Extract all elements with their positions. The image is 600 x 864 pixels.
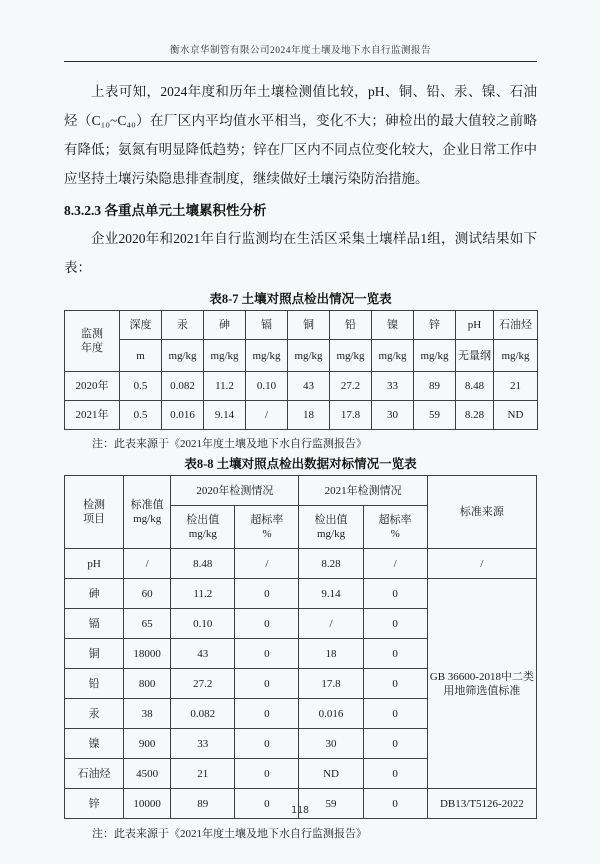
cell: 4500 [124,759,171,789]
year-cell: 2020年 [65,372,120,401]
header-label: % [390,528,400,540]
cell: / [246,401,288,430]
cell: 65 [124,609,171,639]
unit-header: mg/kg [288,340,330,372]
cell: 900 [124,729,171,759]
cell: 0 [363,579,427,609]
header-label: 超标率 [378,514,412,526]
column-header-item [65,476,124,549]
header-label: mg/kg [133,513,162,525]
cell: 59 [414,401,456,430]
unit-header: mg/kg [372,340,414,372]
cell: 11.2 [204,372,246,401]
header-label: 检测 [83,499,106,511]
table1-header-row-names [65,311,538,340]
item-cell: 石油烃 [65,759,124,789]
cell: 18000 [124,639,171,669]
item-cell: 铜 [65,639,124,669]
cell: 0 [235,669,299,699]
column-header: 镍 [372,311,414,340]
cell: 11.2 [171,579,235,609]
cell: / [235,549,299,579]
column-header: 镉 [246,311,288,340]
cell: 0.10 [171,609,235,639]
cell: 17.8 [299,669,363,699]
cell: 8.28 [299,549,363,579]
table-soil-control-point-detection [64,310,538,430]
cell: 89 [414,372,456,401]
cell: 0 [363,759,427,789]
header-label: 检出值 [186,514,220,526]
column-group-2021: 2021年检测情况 [299,476,427,506]
table2-note: 注：此表来源于《2021年度土壤及地下水自行监测报告》 [92,828,367,840]
cell: 8.48 [171,549,235,579]
column-header-exceed-2021 [363,506,427,549]
section-heading: 8.3.2.3 各重点单元土壤累积性分析 [64,203,267,218]
column-header-exceed-2020 [235,506,299,549]
cell: 0.016 [299,699,363,729]
unit-header: 无量纲 [456,340,494,372]
unit-header: m [120,340,162,372]
table-row-2020 [65,372,538,401]
table1-note: 注：此表来源于《2021年度土壤及地下水自行监测报告》 [92,438,367,450]
cell: 8.28 [456,401,494,430]
cell: 30 [372,401,414,430]
item-cell: 汞 [65,699,124,729]
row-header-label: 年度 [81,342,103,354]
cell: 38 [124,699,171,729]
table-row-ph [65,549,537,579]
column-header-detect-2021 [299,506,363,549]
unit-header: mg/kg [246,340,288,372]
table-row-arsenic [65,579,537,609]
source-cell-merged: GB 36600-2018中二类用地筛选值标准 [427,579,536,789]
column-header-standard [124,476,171,549]
unit-header: mg/kg [414,340,456,372]
column-header-source: 标准来源 [427,476,536,549]
header-label: 超标率 [250,514,284,526]
cell: 0.082 [162,372,204,401]
item-cell: 砷 [65,579,124,609]
column-header: 石油烃 [494,311,538,340]
column-header: 锌 [414,311,456,340]
table1-title: 表8-7 土壤对照点检出情况一览表 [209,292,392,306]
cell: 9.14 [299,579,363,609]
cell: 8.48 [456,372,494,401]
item-cell: 镉 [65,609,124,639]
table-row-2021 [65,401,538,430]
unit-header: mg/kg [494,340,538,372]
cell: ND [299,759,363,789]
cell: 0.016 [162,401,204,430]
item-cell: 铅 [65,669,124,699]
unit-header: mg/kg [162,340,204,372]
table2-header-row-groups [65,476,537,506]
header-label: 标准值 [130,499,164,511]
cell: 43 [171,639,235,669]
cell: 43 [288,372,330,401]
header-label: 检出值 [314,514,348,526]
cell: 0 [363,669,427,699]
cell: 0 [363,639,427,669]
cell: 27.2 [171,669,235,699]
cell: 59 [299,789,363,819]
source-cell: DB13/T5126-2022 [427,789,536,819]
column-header: pH [456,311,494,340]
item-cell: 锌 [65,789,124,819]
paragraph-sampling-info: 企业2020年和2021年自行监测均在生活区采集土壤样品1组，测试结果如下表： [64,231,537,275]
item-cell: 镍 [65,729,124,759]
column-header-detect-2020 [171,506,235,549]
column-header: 汞 [162,311,204,340]
cell: 0 [235,729,299,759]
column-header: 砷 [204,311,246,340]
cell: 60 [124,579,171,609]
table2-title: 表8-8 土壤对照点检出数据对标情况一览表 [184,457,417,471]
header-label: 项目 [83,513,106,525]
column-header [65,311,120,372]
cell: 18 [299,639,363,669]
cell: 18 [288,401,330,430]
cell: 0.10 [246,372,288,401]
header-label: mg/kg [316,528,346,540]
cell: 0 [363,789,427,819]
cell: 89 [171,789,235,819]
cell: 33 [372,372,414,401]
cell: 30 [299,729,363,759]
cell: 27.2 [330,372,372,401]
page-number: 118 [290,805,310,816]
cell: 0 [235,609,299,639]
cell: 0.082 [171,699,235,729]
cell: 0.5 [120,401,162,430]
header-label: % [262,528,272,540]
cell: / [363,549,427,579]
cell: 9.14 [204,401,246,430]
cell: 33 [171,729,235,759]
cell: 0 [235,759,299,789]
cell: 0 [235,579,299,609]
column-header: 铅 [330,311,372,340]
table-benchmark-comparison [64,475,537,819]
source-cell: / [427,549,536,579]
cell: 17.8 [330,401,372,430]
cell: 0.5 [120,372,162,401]
cell: ND [494,401,538,430]
cell: 0 [363,699,427,729]
cell: 0 [235,639,299,669]
cell: 0 [363,609,427,639]
cell: 0 [235,699,299,729]
cell: / [299,609,363,639]
cell: 800 [124,669,171,699]
cell: 0 [363,729,427,759]
cell: / [124,549,171,579]
item-cell: pH [65,549,124,579]
running-header [64,42,537,62]
report-title-header: 衡水京华制管有限公司2024年度土壤及地下水自行监测报告 [169,46,431,56]
paragraph-comparison-analysis: 上表可知，2024年度和历年土壤检测值比较，pH、铜、铅、汞、镍、石油烃（C₁₀~C₄₀）在厂区内平均值水平相当，变化不大；砷检出的最大值较之前略有降低；氨氮有明显降低趋势；锌在厂区内不同点位变化较大，企业日常工作中应坚持土壤污染隐患排查制度，继续做好土壤污染防治措施。 [64,84,537,186]
cell: 0 [235,789,299,819]
page-content [64,42,537,843]
cell: 21 [494,372,538,401]
column-header: 深度 [120,311,162,340]
row-header-label: 监测 [81,328,103,340]
unit-header: mg/kg [330,340,372,372]
table1-header-row-units [65,340,538,372]
year-cell: 2021年 [65,401,120,430]
column-header: 铜 [288,311,330,340]
unit-header: mg/kg [204,340,246,372]
column-group-2020: 2020年检测情况 [171,476,299,506]
header-label: mg/kg [188,528,217,540]
cell: 10000 [124,789,171,819]
cell: 21 [171,759,235,789]
